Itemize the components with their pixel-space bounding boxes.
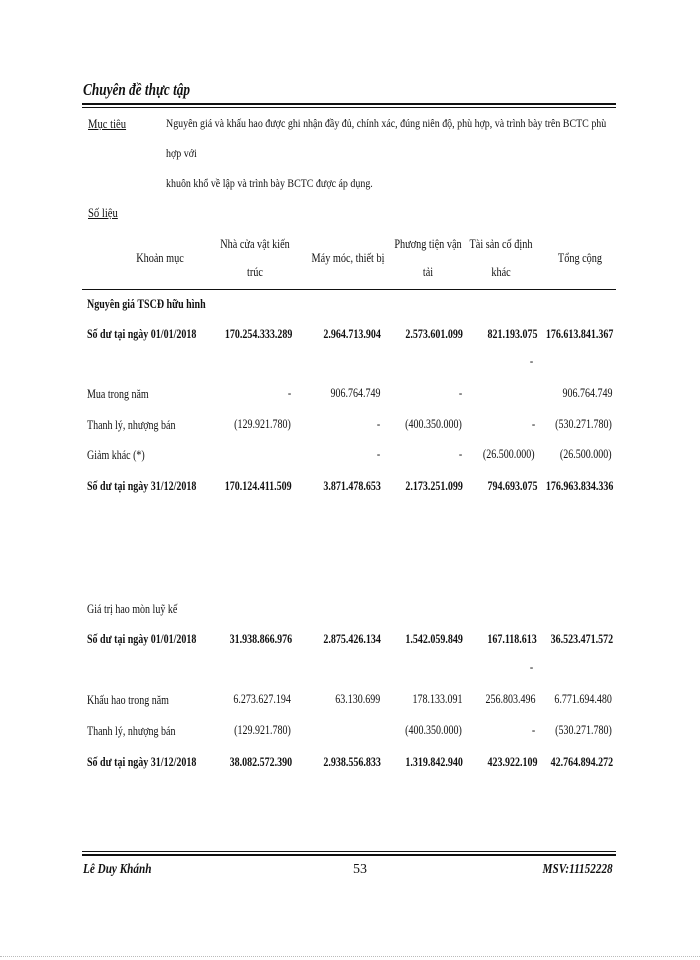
- table-row-label: Số dư tại ngày 31/12/2018: [87, 479, 197, 493]
- table-cell: 2.875.426.134: [323, 632, 381, 646]
- table-cell: 178.133.091: [412, 692, 462, 706]
- table-cell: (530.271.780): [555, 723, 612, 737]
- header-other-assets: [456, 230, 546, 286]
- table-cell: (400.350.000): [405, 723, 462, 737]
- objective-line-1: Nguyên giá và khấu hao được ghi nhận đầy đủ, chính xác, đúng niên độ, phù hợp, và trình bày trên BCTC phù hợp với: [166, 116, 607, 160]
- objective-text: [166, 108, 618, 198]
- table-row-label: Khấu hao trong năm: [87, 693, 169, 707]
- table-cell: 170.254.333.289: [224, 327, 292, 341]
- dash-mark: -: [529, 354, 533, 368]
- page-number: 53: [353, 862, 367, 877]
- table-cell: 1.319.842.940: [405, 755, 463, 769]
- table-cell: 256.803.496: [485, 692, 535, 706]
- table-cell: 6.273.627.194: [233, 692, 291, 706]
- table-row-label: Giảm khác (*): [87, 448, 145, 462]
- table-cell: 423.922.109: [487, 755, 537, 769]
- table-cell: -: [531, 417, 535, 431]
- table-cell: 2.938.556.833: [323, 755, 381, 769]
- table-cell: 6.771.694.480: [554, 692, 612, 706]
- header-buildings-line1: Nhà cửa vật kiến: [220, 237, 290, 251]
- table-cell: (129.921.780): [234, 723, 291, 737]
- table-cell: (400.350.000): [405, 417, 462, 431]
- table-cell: (26.500.000): [560, 447, 612, 461]
- objective-line-2: khuôn khổ về lập và trình bày BCTC được áp dụng.: [166, 176, 373, 190]
- dash-mark: -: [529, 660, 533, 674]
- table-cell: (26.500.000): [483, 447, 535, 461]
- table-row-label: Số dư tại ngày 31/12/2018: [87, 755, 197, 769]
- table-cell: 38.082.572.390: [229, 755, 292, 769]
- table-cell: -: [458, 386, 462, 400]
- table-cell: 167.118.613: [487, 632, 537, 646]
- table-row-label: Số dư tại ngày 01/01/2018: [87, 327, 197, 341]
- table-cell: 906.764.749: [562, 386, 612, 400]
- header-buildings-line2: trúc: [247, 265, 263, 279]
- table-cell: 906.764.749: [330, 386, 380, 400]
- table-header-rule: [82, 289, 616, 290]
- data-label: Số liệu: [88, 206, 118, 220]
- footer-author: Lê Duy Khánh: [83, 862, 152, 877]
- page-bottom-divider: [0, 956, 700, 957]
- table-cell: (129.921.780): [234, 417, 291, 431]
- document-header-title: Chuyên đề thực tập: [83, 80, 191, 99]
- footer-rule-thin: [82, 851, 616, 852]
- table-row-label: Thanh lý, nhượng bán: [87, 418, 176, 432]
- table-cell: -: [287, 386, 291, 400]
- table-row-label: Số dư tại ngày 01/01/2018: [87, 632, 197, 646]
- table-cell: -: [458, 447, 462, 461]
- header-item: Khoản mục: [136, 251, 184, 265]
- table-cell: -: [376, 417, 380, 431]
- table-cell: 31.938.866.976: [229, 632, 292, 646]
- header-vehicles-line1: Phương tiện vận: [394, 237, 462, 251]
- footer-rule: [82, 854, 616, 856]
- header-machinery: Máy móc, thiết bị: [311, 251, 385, 265]
- table-cell: 2.964.713.904: [323, 327, 381, 341]
- table-row-label: Mua trong năm: [87, 387, 149, 401]
- table-cell: 176.613.841.367: [545, 327, 613, 341]
- table-cell: 42.764.894.272: [550, 755, 613, 769]
- table-cell: 176.963.834.336: [545, 479, 613, 493]
- section2-title: Giá trị hao mòn luỹ kế: [87, 602, 178, 616]
- section1-title: Nguyên giá TSCĐ hữu hình: [87, 297, 206, 311]
- table-cell: 2.173.251.099: [405, 479, 463, 493]
- table-cell: 3.871.478.653: [323, 479, 381, 493]
- table-cell: 36.523.471.572: [550, 632, 613, 646]
- table-cell: -: [531, 723, 535, 737]
- table-cell: 821.193.075: [487, 327, 537, 341]
- table-cell: 1.542.059.849: [405, 632, 463, 646]
- header-total: Tổng cộng: [557, 251, 603, 265]
- table-cell: 63.130.699: [335, 692, 380, 706]
- header-vehicles-line2: tải: [422, 265, 434, 279]
- header-buildings: [210, 230, 300, 286]
- header-other-line2: khác: [491, 265, 511, 279]
- table-cell: (530.271.780): [555, 417, 612, 431]
- table-cell: 170.124.411.509: [225, 479, 292, 493]
- table-row-label: Thanh lý, nhượng bán: [87, 724, 176, 738]
- header-rule: [82, 103, 616, 105]
- header-other-line1: Tài sản cố định: [469, 237, 533, 251]
- table-cell: -: [376, 447, 380, 461]
- objective-label: Mục tiêu: [88, 117, 127, 131]
- table-cell: 794.693.075: [487, 479, 537, 493]
- table-cell: 2.573.601.099: [405, 327, 463, 341]
- footer-student-id: MSV:11152228: [542, 862, 613, 877]
